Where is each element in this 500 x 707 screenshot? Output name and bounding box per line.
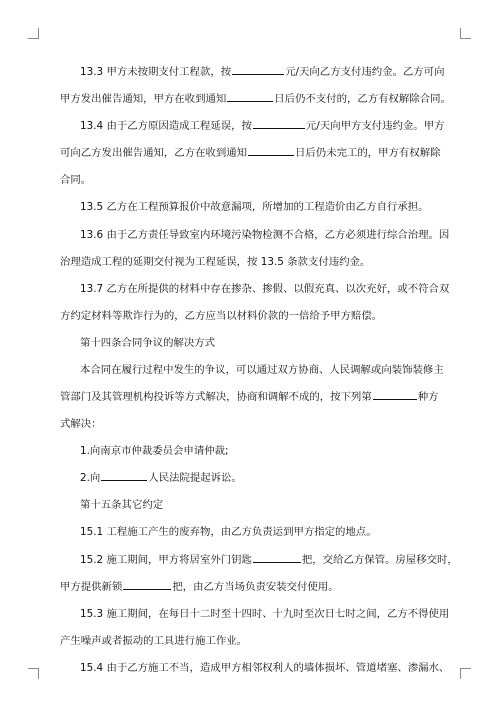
blank-field	[227, 91, 273, 102]
clause-13-4-line-2: 可向乙方发出催告通知，乙方在收到通知 日后仍未完工的，甲方有权解除	[60, 147, 441, 159]
article-15-heading: 第十五条其它约定	[80, 499, 164, 511]
clause-15-4-line-1: 15.4 由于乙方施工不当，造成甲方相邻权利人的墙体损坏、管道堵塞、渗漏水、	[80, 662, 450, 674]
clause-13-3-line-2: 甲方发出催告通知，甲方在收到通知 日后仍不支付的，乙方有权解除合同。	[60, 93, 451, 105]
blank-field	[248, 145, 294, 156]
article-14-heading: 第十四条合同争议的解决方式	[80, 337, 216, 349]
blank-field	[253, 118, 305, 129]
article-14-para-line-2: 管部门及其管理机构投诉等方式解决，协商和调解不成的，按下列第 种方	[60, 391, 439, 403]
clause-13-7-line-1: 13.7 乙方在所提供的材料中存在掺杂、掺假、以假充真、以次充好，或不符合双	[80, 283, 450, 295]
clause-13-6-line-2: 治理造成工程的延期交付视为工程延误，按 13.5 条款支付违约金。	[60, 256, 371, 268]
blank-field	[101, 470, 147, 481]
blank-field	[253, 552, 301, 563]
clause-15-1: 15.1 工程施工产生的废弃物，由乙方负责运到甲方指定的地点。	[80, 526, 377, 538]
crop-mark-top-left	[28, 28, 39, 39]
clause-13-7-line-2: 方约定材料等欺诈行为的，乙方应当以材料价款的一倍给予甲方赔偿。	[60, 310, 383, 322]
blank-field	[232, 64, 284, 75]
clause-15-2-line-2: 甲方提供新锁 把，由乙方当场负责安装交付使用。	[60, 581, 339, 593]
crop-mark-bottom-right	[460, 668, 471, 679]
clause-13-5: 13.5 乙方在工程预算报价中故意漏项，所增加的工程造价由乙方自行承担。	[80, 201, 429, 213]
clause-13-4-line-3: 合同。	[60, 174, 92, 186]
option-2: 2.向 人民法院提起诉讼。	[80, 472, 242, 484]
clause-13-6-line-1: 13.6 由于乙方责任导致室内环境污染物检测不合格，乙方必须进行综合治理。因	[80, 229, 450, 241]
blank-field	[373, 389, 417, 400]
clause-13-4-line-1: 13.4 由于乙方原因造成工程延误，按 元/天向甲方支付违约金。甲方	[80, 120, 445, 132]
crop-mark-top-right	[460, 28, 471, 39]
option-1: 1.向南京市仲裁委员会申请仲裁;	[80, 445, 229, 457]
clause-15-2-line-1: 15.2 施工期间，甲方将居室外门钥匙 把，交给乙方保管。房屋移交时，	[80, 554, 458, 566]
clause-15-3-line-2: 产生噪声或者振动的工具进行施工作业。	[60, 635, 248, 647]
clause-15-3-line-1: 15.3 施工期间，在每日十二时至十四时、十九时至次日七时之间，乙方不得使用	[80, 608, 450, 620]
article-14-para-line-1: 本合同在履行过程中发生的争议，可以通过双方协商、人民调解或向装饰装修主	[80, 364, 444, 376]
article-14-para-line-3: 式解决：	[60, 418, 102, 430]
crop-mark-bottom-left	[28, 668, 39, 679]
clause-13-3-line-1: 13.3 甲方未按期支付工程款，按 元/天向乙方支付违约金。乙方可向	[80, 66, 445, 78]
blank-field	[123, 579, 171, 590]
